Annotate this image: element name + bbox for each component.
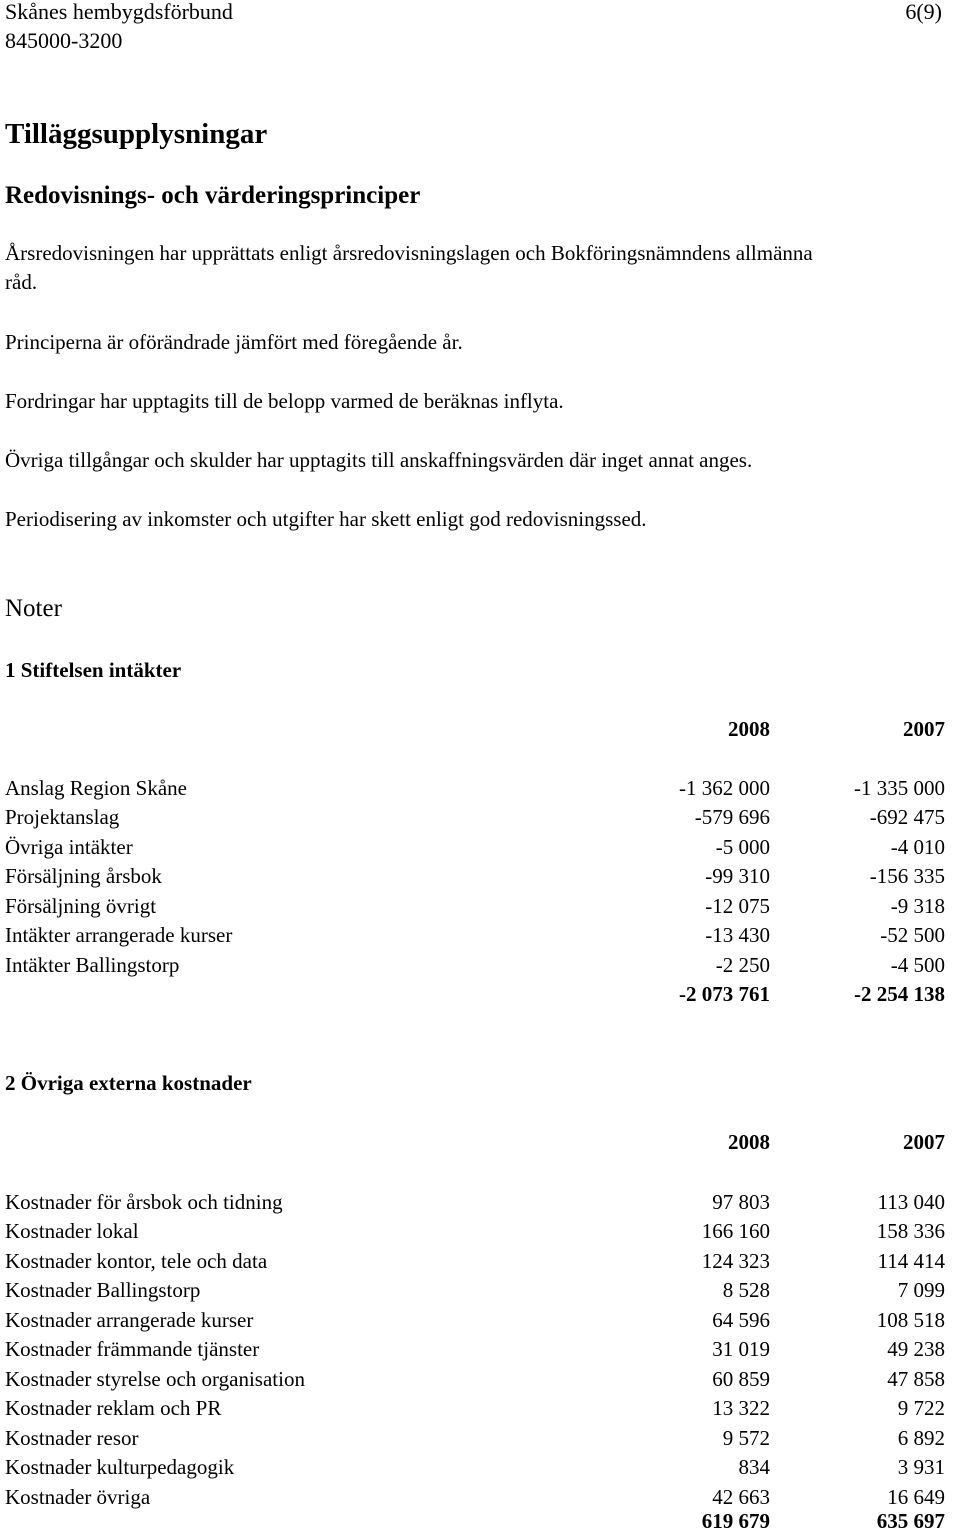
org-number: 845000-3200 [5, 28, 123, 53]
row-value-2008: 42 663 [712, 1485, 770, 1509]
row-value-2007: 16 649 [887, 1485, 945, 1509]
table-row [5, 1248, 945, 1274]
table-row [5, 893, 945, 919]
table-row [5, 1484, 945, 1510]
row-value-2007: 47 858 [887, 1367, 945, 1391]
note2-col-2008: 2008 [728, 1130, 770, 1154]
row-value-2007: -692 475 [869, 805, 945, 829]
row-value-2008: 124 323 [701, 1249, 770, 1273]
row-value-2007: 114 414 [877, 1249, 945, 1273]
row-value-2007: -4 500 [890, 953, 945, 977]
row-label: Intäkter Ballingstorp [5, 953, 180, 977]
principles-paragraph-4: Övriga tillgångar och skulder har upptagits till anskaffningsvärden där inget annat anges. [5, 448, 753, 472]
row-value-2008: 834 [738, 1455, 770, 1479]
principles-paragraph-2: Principerna är oförändrade jämfört med föregående år. [5, 330, 463, 354]
row-label: Övriga intäkter [5, 835, 133, 859]
row-label: Kostnader resor [5, 1426, 139, 1450]
row-value-2007: 7 099 [897, 1278, 945, 1302]
notes-heading: Noter [5, 595, 62, 622]
note2-column-header-row [5, 1129, 945, 1155]
row-label: Kostnader styrelse och organisation [5, 1367, 305, 1391]
table-row [5, 804, 945, 830]
row-label: Försäljning årsbok [5, 864, 162, 888]
principles-paragraph-1-line-1: Årsredovisningen har upprättats enligt årsredovisningslagen och Bokföringsnämndens allmänna [5, 241, 813, 265]
note1-col-2008: 2008 [728, 717, 770, 741]
note1-total-2008: -2 073 761 [679, 982, 770, 1006]
note1-heading: 1 Stiftelsen intäkter [5, 658, 182, 682]
table-row [5, 863, 945, 889]
page-indicator: 6(9) [905, 0, 942, 24]
row-label: Anslag Region Skåne [5, 776, 187, 800]
principles-paragraph-5: Periodisering av inkomster och utgifter har skett enligt god redovisningssed. [5, 507, 647, 531]
row-label: Kostnader arrangerade kurser [5, 1308, 254, 1332]
note1-total-row [5, 981, 945, 1007]
row-value-2008: -13 430 [705, 923, 770, 947]
table-row [5, 775, 945, 801]
row-label: Kostnader övriga [5, 1485, 151, 1509]
table-row [5, 1218, 945, 1244]
row-label: Kostnader Ballingstorp [5, 1278, 201, 1302]
note1-total-2007: -2 254 138 [854, 982, 945, 1006]
row-value-2008: -5 000 [715, 835, 770, 859]
org-name: Skånes hembygdsförbund [5, 0, 233, 24]
row-value-2007: 113 040 [877, 1190, 945, 1214]
note2-col-2007: 2007 [903, 1130, 945, 1154]
table-row [5, 1336, 945, 1362]
table-row [5, 1307, 945, 1333]
row-label: Intäkter arrangerade kurser [5, 923, 233, 947]
row-label: Projektanslag [5, 805, 120, 829]
row-value-2008: 13 322 [712, 1396, 770, 1420]
note2-total-2007: 635 697 [876, 1509, 945, 1533]
row-label: Kostnader reklam och PR [5, 1396, 222, 1420]
table-row [5, 834, 945, 860]
row-value-2007: -156 335 [869, 864, 945, 888]
row-value-2007: 9 722 [897, 1396, 945, 1420]
row-value-2008: -12 075 [705, 894, 770, 918]
principles-paragraph-1-line-2: råd. [5, 270, 38, 294]
row-value-2008: -1 362 000 [679, 776, 770, 800]
table-row [5, 1366, 945, 1392]
table-row [5, 952, 945, 978]
row-value-2007: 108 518 [876, 1308, 945, 1332]
row-value-2008: 64 596 [712, 1308, 770, 1332]
note1-column-header-row [5, 716, 945, 742]
table-row [5, 1189, 945, 1215]
principles-heading: Redovisnings- och värderingsprinciper [5, 182, 421, 209]
row-label: Kostnader kulturpedagogik [5, 1455, 235, 1479]
row-value-2008: 166 160 [701, 1219, 770, 1243]
page-title: Tilläggsupplysningar [5, 118, 268, 150]
row-value-2008: -99 310 [705, 864, 770, 888]
table-row [5, 1454, 945, 1480]
row-value-2008: -2 250 [715, 953, 770, 977]
row-value-2008: -579 696 [694, 805, 770, 829]
row-value-2008: 9 572 [722, 1426, 770, 1450]
row-value-2008: 60 859 [712, 1367, 770, 1391]
note2-total-2008: 619 679 [701, 1509, 770, 1533]
row-value-2008: 8 528 [722, 1278, 770, 1302]
table-row [5, 1277, 945, 1303]
note2-heading: 2 Övriga externa kostnader [5, 1071, 252, 1095]
note2-total-row [5, 1508, 945, 1534]
row-value-2007: 158 336 [876, 1219, 945, 1243]
row-value-2007: -4 010 [890, 835, 945, 859]
note1-col-2007: 2007 [903, 717, 945, 741]
table-row [5, 922, 945, 948]
row-value-2007: -52 500 [880, 923, 945, 947]
row-label: Kostnader främmande tjänster [5, 1337, 260, 1361]
row-value-2007: 49 238 [887, 1337, 945, 1361]
row-value-2007: -9 318 [890, 894, 945, 918]
principles-paragraph-3: Fordringar har upptagits till de belopp varmed de beräknas inflyta. [5, 389, 564, 413]
row-value-2007: -1 335 000 [854, 776, 945, 800]
row-label: Försäljning övrigt [5, 894, 157, 918]
row-label: Kostnader för årsbok och tidning [5, 1190, 283, 1214]
row-value-2007: 6 892 [897, 1426, 945, 1450]
row-value-2008: 97 803 [712, 1190, 770, 1214]
row-label: Kostnader lokal [5, 1219, 139, 1243]
table-row [5, 1395, 945, 1421]
row-value-2007: 3 931 [897, 1455, 945, 1479]
row-value-2008: 31 019 [712, 1337, 770, 1361]
row-label: Kostnader kontor, tele och data [5, 1249, 268, 1273]
table-row [5, 1425, 945, 1451]
